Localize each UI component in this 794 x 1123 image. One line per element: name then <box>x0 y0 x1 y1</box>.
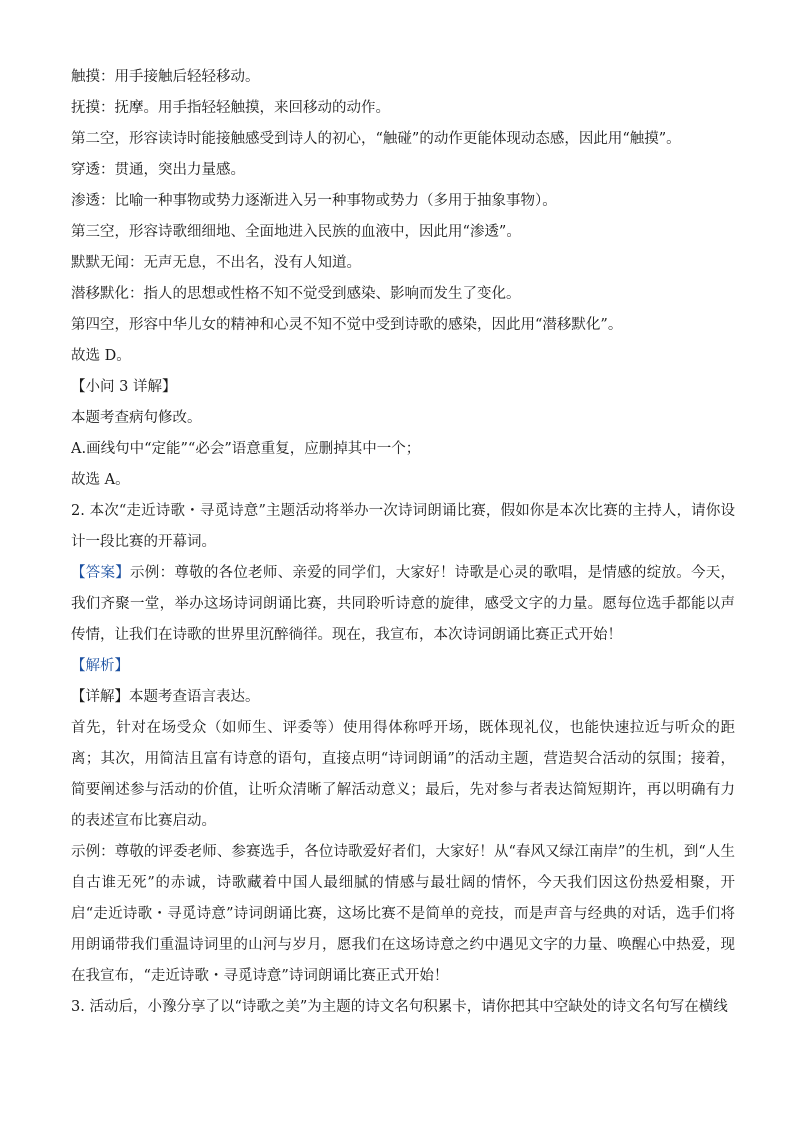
text-line-5: 渗透：比喻一种事物或势力逐渐进入另一种事物或势力（多用于抽象事物）。 <box>71 193 557 209</box>
sub-question-3-heading: 【小问 3 详解】 <box>71 379 177 395</box>
answer-tag: 【答案】 <box>71 565 131 581</box>
text-line-7: 默默无闻：无声无息，不出名，没有人知道。 <box>71 255 361 271</box>
example-paragraph: 示例：尊敬的评委老师、参赛选手，各位诗歌爱好者们，大家好！从“春风又绿江南岸”的生机，到“人生自古谁无死”的赤诚，诗歌藏着中国人最细腻的情感与最壮阔的情怀，今天我们因这份热爱相聚，开启“走近诗歌・寻觅诗意”诗词朗诵比赛，这场比赛不是简单的竞技，而是声音与经典的对话，选手们将用朗诵带我们重温诗词里的山河与岁月，愿我们在这场诗意之约中遇见文字的力量、唤醒心中热爱，现在我宣布，“走近诗歌・寻觅诗意”诗词朗诵比赛正式开始！ <box>71 844 735 984</box>
text-line-9: 第四空，形容中华儿女的精神和心灵不知不觉中受到诗歌的感染，因此用“潜移默化”。 <box>71 317 623 333</box>
text-line-6: 第三空，形容诗歌细细地、全面地进入民族的血液中，因此用“渗透”。 <box>71 224 521 240</box>
text-line-14: 故选 A。 <box>71 472 130 488</box>
text-line-13: A.画线句中“定能”“必会”语意重复，应删掉其中一个； <box>71 441 421 457</box>
analysis-tag: 【解析】 <box>71 658 129 674</box>
text-line-4: 穿透：贯通，突出力量感。 <box>71 162 245 178</box>
text-line-10: 故选 D。 <box>71 348 131 364</box>
text-line-2: 抚摸：抚摩。用手指轻轻触摸，来回移动的动作。 <box>71 100 390 116</box>
text-line-12: 本题考查病句修改。 <box>71 410 202 426</box>
answer-text: 示例：尊敬的各位老师、亲爱的同学们，大家好！诗歌是心灵的歌唱，是情感的绽放。今天，我们齐聚一堂，举办这场诗词朗诵比赛，共同聆听诗意的旋律，感受文字的力量。愿每位选手都能以声传情，让我们在诗歌的世界里沉醉徜徉。现在，我宣布，本次诗词朗诵比赛正式开始！ <box>71 565 735 643</box>
page-content <box>71 62 735 1023</box>
answer-block <box>71 558 735 651</box>
question-3: 3. 活动后，小豫分享了以“诗歌之美”为主题的诗文名句积累卡，请你把其中空缺处的诗文名句写在横线 <box>71 999 728 1015</box>
text-line-3: 第二空，形容读诗时能接触感受到诗人的初心，“触碰”的动作更能体现动态感，因此用“触摸”。 <box>71 131 681 147</box>
question-2: 2. 本次“走近诗歌・寻觅诗意”主题活动将举办一次诗词朗诵比赛，假如你是本次比赛的主持人，请你设计一段比赛的开幕词。 <box>71 503 735 550</box>
text-line-8: 潜移默化：指人的思想或性格不知不觉受到感染、影响而发生了变化。 <box>71 286 521 302</box>
text-line-1: 触摸：用手接触后轻轻移动。 <box>71 69 260 85</box>
analysis-paragraph: 首先，针对在场受众（如师生、评委等）使用得体称呼开场，既体现礼仪，也能快速拉近与听众的距离；其次，用简洁且富有诗意的语句，直接点明“诗词朗诵”的活动主题，营造契合活动的氛围；接着，简要阐述参与活动的价值，让听众清晰了解活动意义；最后，先对参与者表达简短期许，再以明确有力的表述宣布比赛启动。 <box>71 720 735 829</box>
detail-line: 【详解】本题考查语言表达。 <box>71 689 260 705</box>
